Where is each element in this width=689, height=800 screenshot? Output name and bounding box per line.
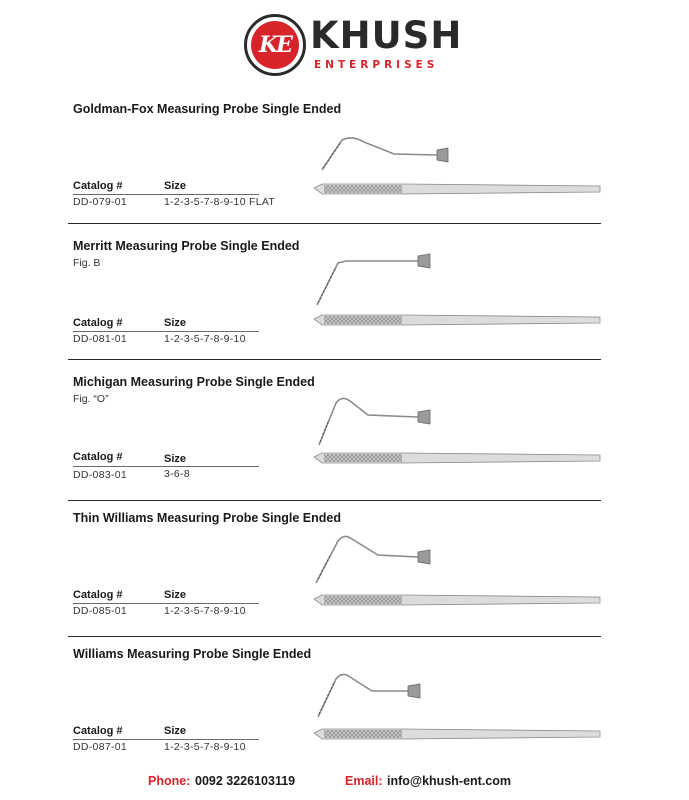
product-section xyxy=(0,375,689,499)
email-address[interactable]: info@khush-ent.com xyxy=(387,774,511,788)
section-divider xyxy=(68,359,601,360)
size-value: 1-2-3-5-7-8-9-10 xyxy=(164,605,246,617)
catalog-number: DD-083-01 xyxy=(73,469,128,481)
column-rule xyxy=(73,331,259,332)
probe-tip xyxy=(318,674,420,717)
product-section xyxy=(0,239,689,361)
email-label: Email: xyxy=(345,774,383,788)
product-section xyxy=(0,511,689,635)
logo-emblem xyxy=(244,14,306,76)
probe-handle xyxy=(314,453,600,463)
product-title: Williams Measuring Probe Single Ended xyxy=(73,647,312,661)
product-section xyxy=(0,102,689,226)
catalog-number: DD-079-01 xyxy=(73,196,128,208)
catalog-header: Catalog # xyxy=(73,589,123,601)
section-divider xyxy=(68,223,601,224)
probe-handle xyxy=(314,184,600,194)
probe-handle xyxy=(314,729,600,739)
catalog-header: Catalog # xyxy=(73,180,123,192)
catalog-header: Catalog # xyxy=(73,451,123,463)
size-value: 3-6-8 xyxy=(164,468,191,480)
catalog-header: Catalog # xyxy=(73,317,123,329)
product-title: Merritt Measuring Probe Single Ended xyxy=(73,239,300,253)
logo-monogram: KE xyxy=(251,21,299,69)
column-rule xyxy=(73,739,259,740)
section-divider xyxy=(68,500,601,501)
size-header: Size xyxy=(164,453,187,465)
size-value: 1-2-3-5-7-8-9-10 FLAT xyxy=(164,196,276,208)
product-title: Goldman-Fox Measuring Probe Single Ended xyxy=(73,102,342,116)
product-section xyxy=(0,647,689,771)
probe-handle xyxy=(314,315,600,325)
figure-label: Fig. “O” xyxy=(73,393,109,405)
size-value: 1-2-3-5-7-8-9-10 xyxy=(164,741,246,753)
brand-logo xyxy=(244,14,463,76)
brand-name: KHUSH xyxy=(310,14,463,57)
probe-handle xyxy=(314,595,600,605)
brand-subtitle: ENTERPRISES xyxy=(314,59,439,71)
product-title: Thin Williams Measuring Probe Single Ended xyxy=(73,511,341,525)
size-value: 1-2-3-5-7-8-9-10 xyxy=(164,333,246,345)
probe-tip xyxy=(316,536,430,583)
column-rule xyxy=(73,194,259,195)
figure-label: Fig. B xyxy=(73,257,101,269)
size-header: Size xyxy=(164,589,187,601)
catalog-number: DD-085-01 xyxy=(73,605,128,617)
phone-label: Phone: xyxy=(148,774,191,788)
size-header: Size xyxy=(164,317,187,329)
size-header: Size xyxy=(164,725,187,737)
section-divider xyxy=(68,636,601,637)
column-rule xyxy=(73,603,259,604)
probe-tip xyxy=(319,398,430,445)
phone-number[interactable]: 0092 3226103119 xyxy=(195,774,296,788)
size-header: Size xyxy=(164,180,187,192)
catalog-number: DD-081-01 xyxy=(73,333,128,345)
probe-tip xyxy=(322,138,448,170)
column-rule xyxy=(73,466,259,467)
catalog-number: DD-087-01 xyxy=(73,741,128,753)
product-title: Michigan Measuring Probe Single Ended xyxy=(73,375,315,389)
catalog-header: Catalog # xyxy=(73,725,123,737)
probe-tip xyxy=(317,254,430,305)
